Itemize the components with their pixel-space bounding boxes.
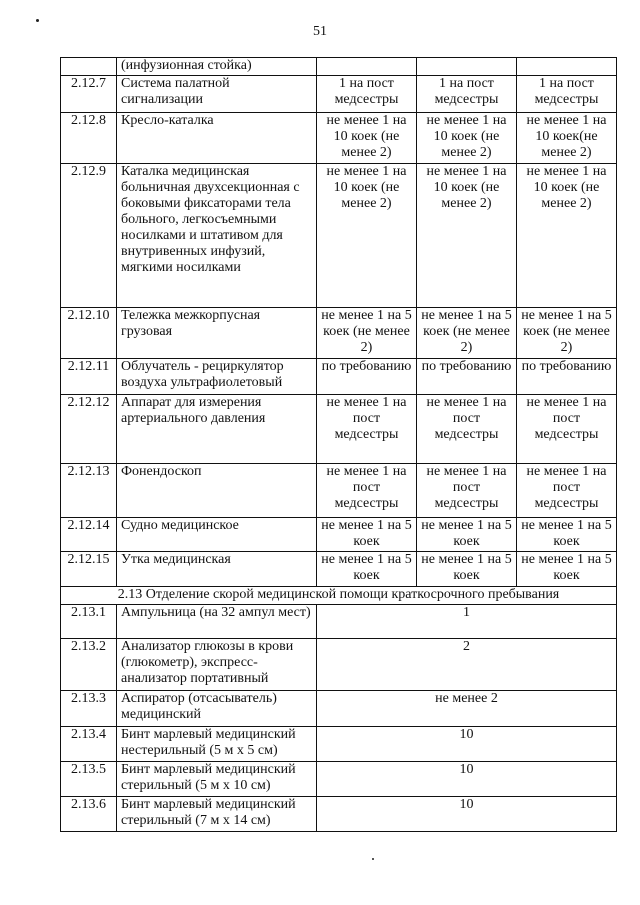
row-name: Аппарат для измерения артериального давления: [117, 395, 317, 464]
table-row: [61, 113, 617, 164]
row-value-2: не менее 1 на 5 коек (не менее 2): [417, 308, 517, 359]
row-name: Бинт марлевый медицинский нестерильный (5 м х 5 см): [117, 727, 317, 762]
row-number: [61, 58, 117, 76]
table-row: [61, 359, 617, 395]
row-name: Тележка межкорпусная грузовая: [117, 308, 317, 359]
section-header-row: [61, 587, 617, 605]
row-value-3: не менее 1 на 5 коек: [517, 552, 617, 587]
row-value-3: не менее 1 на 10 коек(не менее 2): [517, 113, 617, 164]
row-value-1: не менее 1 на 10 коек (не менее 2): [317, 164, 417, 308]
row-name: Каталка медицинская больничная двухсекционная с боковыми фиксаторами тела больного, легкосъемными носилками и штативом для внутривенных инфузий, мягкими носилками: [117, 164, 317, 308]
row-name: Утка медицинская: [117, 552, 317, 587]
row-value-3: не менее 1 на 10 коек (не менее 2): [517, 164, 617, 308]
row-name: Бинт марлевый медицинский стерильный (7 м х 14 см): [117, 797, 317, 832]
row-value-1: 1 на пост медсестры: [317, 76, 417, 113]
row-value-2: не менее 1 на 10 коек (не менее 2): [417, 113, 517, 164]
section-title: 2.13 Отделение скорой медицинской помощи краткосрочного пребывания: [61, 587, 617, 605]
equipment-table: [60, 57, 617, 832]
row-number: 2.12.7: [61, 76, 117, 113]
row-value-3: [517, 58, 617, 76]
row-number: 2.12.8: [61, 113, 117, 164]
row-value-1: не менее 1 на 5 коек (не менее 2): [317, 308, 417, 359]
table-row: [61, 552, 617, 587]
row-value-2: 1 на пост медсестры: [417, 76, 517, 113]
row-number: 2.12.14: [61, 518, 117, 552]
table-row: [61, 518, 617, 552]
row-number: 2.13.6: [61, 797, 117, 832]
row-value-2: не менее 1 на 10 коек (не менее 2): [417, 164, 517, 308]
row-value-3: не менее 1 на пост медсестры: [517, 464, 617, 518]
row-value: 2: [317, 639, 617, 691]
row-value-1: [317, 58, 417, 76]
row-value: 10: [317, 797, 617, 832]
row-value-1: не менее 1 на пост медсестры: [317, 395, 417, 464]
row-value-1: по требованию: [317, 359, 417, 395]
row-number: 2.12.10: [61, 308, 117, 359]
row-number: 2.13.3: [61, 691, 117, 727]
row-name: Кресло-каталка: [117, 113, 317, 164]
page-number: 51: [313, 24, 327, 39]
row-value-2: по требованию: [417, 359, 517, 395]
row-name: Бинт марлевый медицинский стерильный (5 м х 10 см): [117, 762, 317, 797]
row-value-1: не менее 1 на пост медсестры: [317, 464, 417, 518]
table-row: [61, 395, 617, 464]
row-name: Анализатор глюкозы в крови (глюкометр), экспресс-анализатор портативный: [117, 639, 317, 691]
row-value-2: не менее 1 на 5 коек: [417, 552, 517, 587]
table-row: [61, 639, 617, 691]
row-value-2: не менее 1 на пост медсестры: [417, 395, 517, 464]
row-value-1: не менее 1 на 5 коек: [317, 552, 417, 587]
table-row: [61, 691, 617, 727]
row-value: 10: [317, 762, 617, 797]
row-value-3: по требованию: [517, 359, 617, 395]
table-row: [61, 762, 617, 797]
row-number: 2.13.4: [61, 727, 117, 762]
row-number: 2.12.9: [61, 164, 117, 308]
row-name: Ампульница (на 32 ампул мест): [117, 605, 317, 639]
row-number: 2.12.11: [61, 359, 117, 395]
row-value: 10: [317, 727, 617, 762]
row-value-2: не менее 1 на пост медсестры: [417, 464, 517, 518]
table-row: [61, 464, 617, 518]
row-value-3: 1 на пост медсестры: [517, 76, 617, 113]
row-value-3: не менее 1 на 5 коек (не менее 2): [517, 308, 617, 359]
scan-dot: [36, 19, 39, 22]
row-name: Аспиратор (отсасыватель) медицинский: [117, 691, 317, 727]
row-value-1: не менее 1 на 10 коек (не менее 2): [317, 113, 417, 164]
row-value-3: не менее 1 на пост медсестры: [517, 395, 617, 464]
scan-dot: [372, 858, 374, 860]
row-name: Судно медицинское: [117, 518, 317, 552]
table-row: [61, 76, 617, 113]
table-row: [61, 727, 617, 762]
table-row: [61, 605, 617, 639]
row-value: не менее 2: [317, 691, 617, 727]
row-number: 2.13.2: [61, 639, 117, 691]
row-name: Система палатной сигнализации: [117, 76, 317, 113]
table-row: [61, 797, 617, 832]
table-row: [61, 58, 617, 76]
row-name: (инфузионная стойка): [117, 58, 317, 76]
row-value-2: [417, 58, 517, 76]
row-name: Фонендоскоп: [117, 464, 317, 518]
row-number: 2.12.13: [61, 464, 117, 518]
row-number: 2.12.15: [61, 552, 117, 587]
row-value-2: не менее 1 на 5 коек: [417, 518, 517, 552]
row-value-3: не менее 1 на 5 коек: [517, 518, 617, 552]
table-row: [61, 164, 617, 308]
row-name: Облучатель - рециркулятор воздуха ультрафиолетовый: [117, 359, 317, 395]
row-number: 2.13.5: [61, 762, 117, 797]
table-row: [61, 308, 617, 359]
row-number: 2.13.1: [61, 605, 117, 639]
row-number: 2.12.12: [61, 395, 117, 464]
row-value-1: не менее 1 на 5 коек: [317, 518, 417, 552]
row-value: 1: [317, 605, 617, 639]
